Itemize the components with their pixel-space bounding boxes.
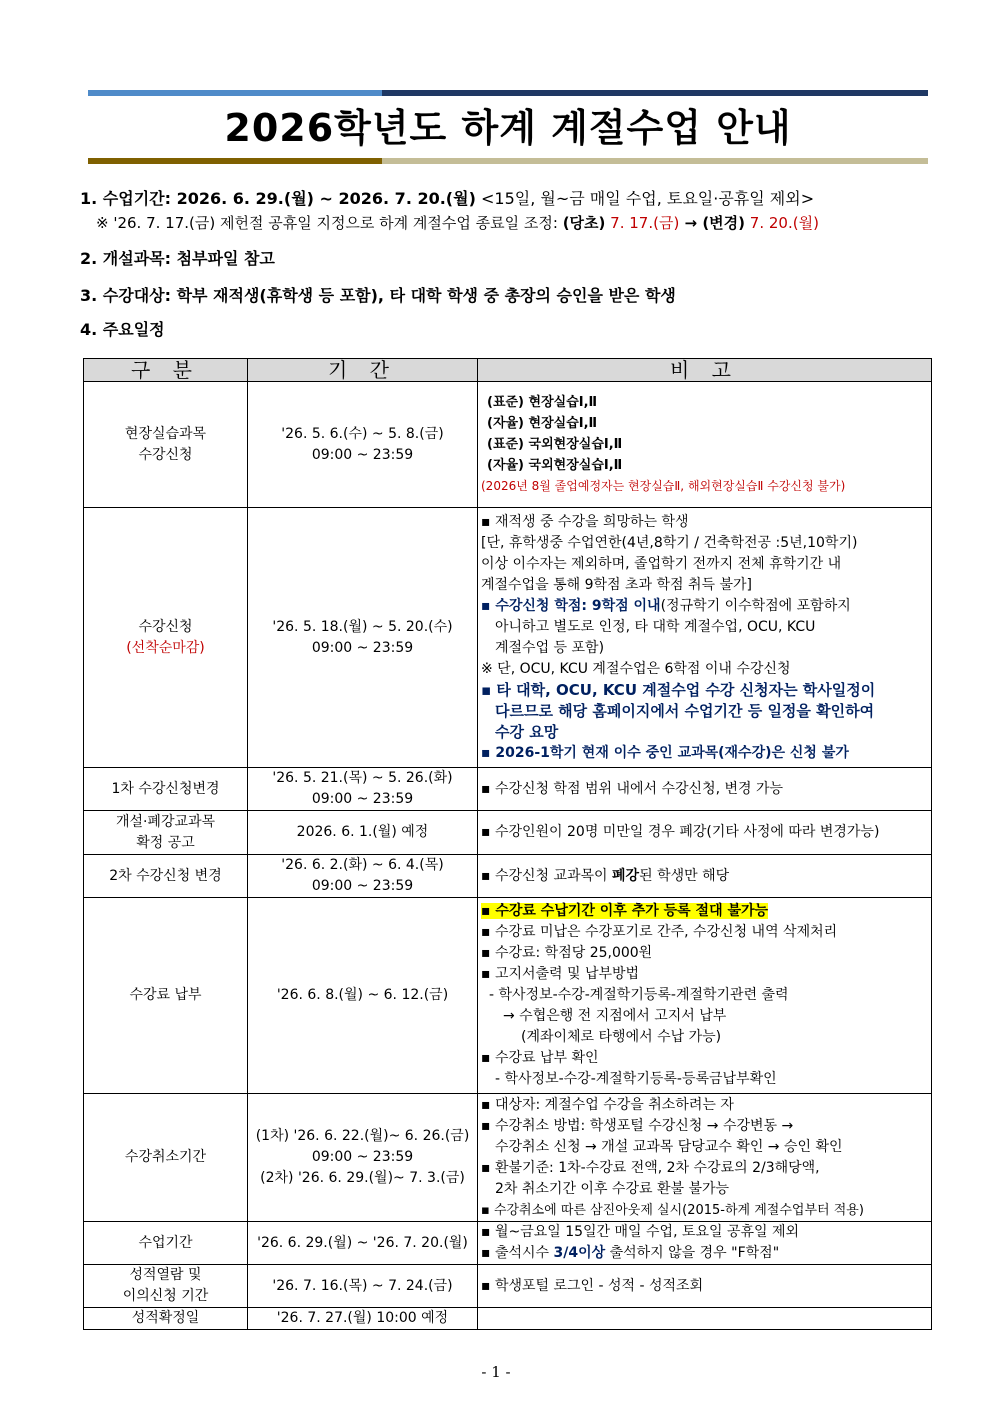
note-line: (자율) 국외현장실습Ⅰ,Ⅱ	[487, 458, 623, 473]
row-note: ▪ 수강신청 학점 범위 내에서 수강신청, 변경 가능	[478, 768, 932, 811]
row-note: ▪ 학생포털 로그인 - 성적 - 성적조회	[478, 1265, 932, 1308]
row-notes	[478, 1094, 932, 1222]
table-row	[84, 1308, 932, 1330]
note-rest: (정규학기 이수학점에 포함하지	[660, 597, 851, 614]
row-period: '26. 7. 16.(목) ~ 7. 24.(금)	[248, 1265, 478, 1308]
title-bottom-bar	[88, 158, 928, 164]
section-2: 2. 개설과목: 첨부파일 참고	[80, 249, 275, 268]
note-a: ▪ 출석시수	[481, 1245, 554, 1261]
table-row	[84, 1222, 932, 1265]
note-line: 아니하고 별도로 인정, 타 대학 계절수업, OCU, KCU	[495, 618, 816, 635]
table-row	[84, 1265, 932, 1308]
note-line: 수강 요망	[495, 722, 559, 741]
row-category: 개설·폐강교과목 확정 공고	[84, 811, 248, 855]
note-line: ▪ 2026-1학기 현재 이수 중인 교과목(재수강)은 신청 불가	[481, 744, 849, 761]
note-line: (계좌이체로 타행에서 수납 가능)	[521, 1029, 722, 1045]
note-line: ▪ 재적생 중 수강을 희망하는 학생	[481, 513, 689, 530]
row-period: '26. 7. 27.(월) 10:00 예정	[248, 1308, 478, 1330]
note-line-red: (2026년 8월 졸업예정자는 현장실습Ⅱ, 해외현장실습Ⅱ 수강신청 불가)	[481, 479, 846, 493]
note-line: - 학사정보-수강-계절학기등록-등록금납부확인	[495, 1071, 777, 1087]
header-category: 구 분	[84, 359, 248, 382]
note-before-date: 7. 17.(금)	[605, 214, 680, 232]
note-line: ▪ 대상자: 계절수업 수강을 취소하려는 자	[481, 1096, 734, 1113]
note-c: 출석하지 않을 경우 "F학점"	[605, 1245, 780, 1261]
note-line: (자율) 현장실습Ⅰ,Ⅱ	[487, 416, 598, 431]
row-category: 성적열람 및 이의신청 기간	[84, 1265, 248, 1308]
row-category	[84, 508, 248, 768]
table-row	[84, 855, 932, 898]
category-text: 수강신청	[138, 618, 193, 635]
row-note	[478, 855, 932, 898]
table-row	[84, 508, 932, 768]
row-note	[478, 1308, 932, 1330]
row-notes	[478, 1222, 932, 1265]
note-line: ▪ 고지서출력 및 납부방법	[481, 966, 640, 982]
row-period: 2026. 6. 1.(월) 예정	[248, 811, 478, 855]
note-line: ▪ 수강료: 학점당 25,000원	[481, 945, 653, 961]
row-period: '26. 5. 18.(월) ~ 5. 20.(수) 09:00 ~ 23:59	[248, 508, 478, 768]
row-period: '26. 5. 6.(수) ~ 5. 8.(금) 09:00 ~ 23:59	[248, 382, 478, 508]
note-line	[481, 901, 928, 922]
section-1	[80, 186, 814, 209]
row-period: '26. 6. 29.(월) ~ '26. 7. 20.(월)	[248, 1222, 478, 1265]
note-line: (표준) 현장실습Ⅰ,Ⅱ	[487, 395, 598, 410]
row-notes	[478, 508, 932, 768]
note-line: ▪ 수강료 미납은 수강포기로 간주, 수강신청 내역 삭제처리	[481, 924, 838, 940]
row-period: '26. 6. 8.(월) ~ 6. 12.(금)	[248, 898, 478, 1094]
note-line: 이상 이수자는 제외하며, 졸업학기 전까지 전체 휴학기간 내	[481, 555, 842, 572]
row-period: '26. 6. 2.(화) ~ 6. 4.(목) 09:00 ~ 23:59	[248, 855, 478, 898]
row-category: 현장실습과목 수강신청	[84, 382, 248, 508]
row-category: 수강취소기간	[84, 1094, 248, 1222]
note-line: ▪ 수강취소에 따른 삼진아웃제 실시(2015-하계 계절수업부터 적용)	[481, 1202, 864, 1218]
note-c: 된 학생만 해당	[639, 867, 730, 884]
page-number: - 1 -	[481, 1363, 511, 1381]
note-line: → 수협은행 전 지점에서 고지서 납부	[503, 1008, 727, 1024]
row-period: '26. 5. 21.(목) ~ 5. 26.(화) 09:00 ~ 23:59	[248, 768, 478, 811]
table-row	[84, 898, 932, 1094]
note-after-label: (변경)	[702, 214, 746, 232]
note-line: ▪ 수강취소 방법: 학생포털 수강신청 → 수강변동 →	[481, 1117, 794, 1134]
header-period: 기 간	[248, 359, 478, 382]
row-category: 2차 수강신청 변경	[84, 855, 248, 898]
note-line: ▪ 월~금요일 15일간 매일 수업, 토요일 공휴일 제외	[481, 1224, 800, 1240]
section-1-label: 1. 수업기간: 2026. 6. 29.(월) ~ 2026. 7. 20.(월)	[80, 189, 476, 208]
section-1-note	[96, 212, 819, 233]
note-line: ※ 단, OCU, KCU 계절수업은 6학점 이내 수강신청	[481, 660, 791, 677]
note-line: ▪ 타 대학, OCU, KCU 계절수업 수강 신청자는 학사일정이	[481, 680, 876, 699]
row-notes	[478, 898, 932, 1094]
note-before-label: (당초)	[562, 214, 606, 232]
note-after-date: 7. 20.(월)	[745, 214, 819, 232]
note-line: - 학사정보-수강-계절학기등록-계절학기관련 출력	[489, 987, 789, 1003]
note-line: 다르므로 해당 홈페이지에서 수업기간 등 일정을 확인하여	[495, 701, 875, 720]
period-line: 09:00 ~ 23:59	[311, 1149, 414, 1165]
note-line: 2차 취소기간 이후 수강료 환불 불가능	[495, 1180, 730, 1197]
note-highlight: ▪ 수강료 수납기간 이후 추가 등록 절대 불가능	[481, 903, 769, 919]
row-category: 수강료 납부	[84, 898, 248, 1094]
row-note: ▪ 수강인원이 20명 미만일 경우 폐강(기타 사정에 따라 변경가능)	[478, 811, 932, 855]
note-line: ▪ 수강료 납부 확인	[481, 1050, 599, 1066]
section-4: 4. 주요일정	[80, 320, 165, 339]
note-line: 계절수업을 통해 9학점 초과 학점 취득 불가]	[481, 576, 752, 593]
note-line: ▪ 환불기준: 1차-수강료 전액, 2차 수강료의 2/3해당액,	[481, 1159, 820, 1176]
note-line: 계절수업 등 포함)	[495, 639, 605, 656]
note-b: 3/4이상	[553, 1245, 606, 1261]
table-row	[84, 811, 932, 855]
note-arrow: →	[679, 214, 703, 232]
note-line	[481, 596, 928, 617]
note-a: ▪ 수강신청 교과목이	[481, 867, 613, 884]
note-blue: ▪ 수강신청 학점: 9학점 이내	[481, 597, 661, 614]
note-prefix: ※ '26. 7. 17.(금) 제헌절 공휴일 지정으로 하계 계절수업 종료일 조정:	[96, 214, 563, 232]
table-row	[84, 768, 932, 811]
table-row	[84, 382, 932, 508]
row-period	[248, 1094, 478, 1222]
row-category: 1차 수강신청변경	[84, 768, 248, 811]
note-line: 수강취소 신청 → 개설 교과목 담당교수 확인 → 승인 확인	[495, 1138, 843, 1155]
page-title: 2026학년도 하계 계절수업 안내	[224, 106, 792, 150]
section-3: 3. 수강대상: 학부 재적생(휴학생 등 포함), 타 대학 학생 중 총장의 승인을 받은 학생	[80, 286, 676, 305]
row-category: 성적확정일	[84, 1308, 248, 1330]
category-red-text: (선착순마감)	[126, 639, 205, 656]
note-b: 폐강	[612, 867, 640, 884]
table-row	[84, 1094, 932, 1222]
note-line: [단, 휴학생중 수업연한(4년,8학기 / 건축학전공 :5년,10학기)	[481, 534, 858, 551]
note-line: (표준) 국외현장실습Ⅰ,Ⅱ	[487, 437, 623, 452]
period-line: (2차) '26. 6. 29.(월)~ 7. 3.(금)	[260, 1170, 465, 1186]
row-category: 수업기간	[84, 1222, 248, 1265]
period-line: (1차) '26. 6. 22.(월)~ 6. 26.(금)	[255, 1128, 470, 1144]
row-notes	[478, 382, 932, 508]
schedule-table	[83, 358, 932, 1330]
section-1-suffix: <15일, 월~금 매일 수업, 토요일·공휴일 제외>	[475, 189, 815, 208]
title-top-bar	[88, 90, 928, 96]
header-notes: 비 고	[478, 359, 932, 382]
note-line	[481, 1243, 928, 1264]
table-header-row	[84, 359, 932, 382]
